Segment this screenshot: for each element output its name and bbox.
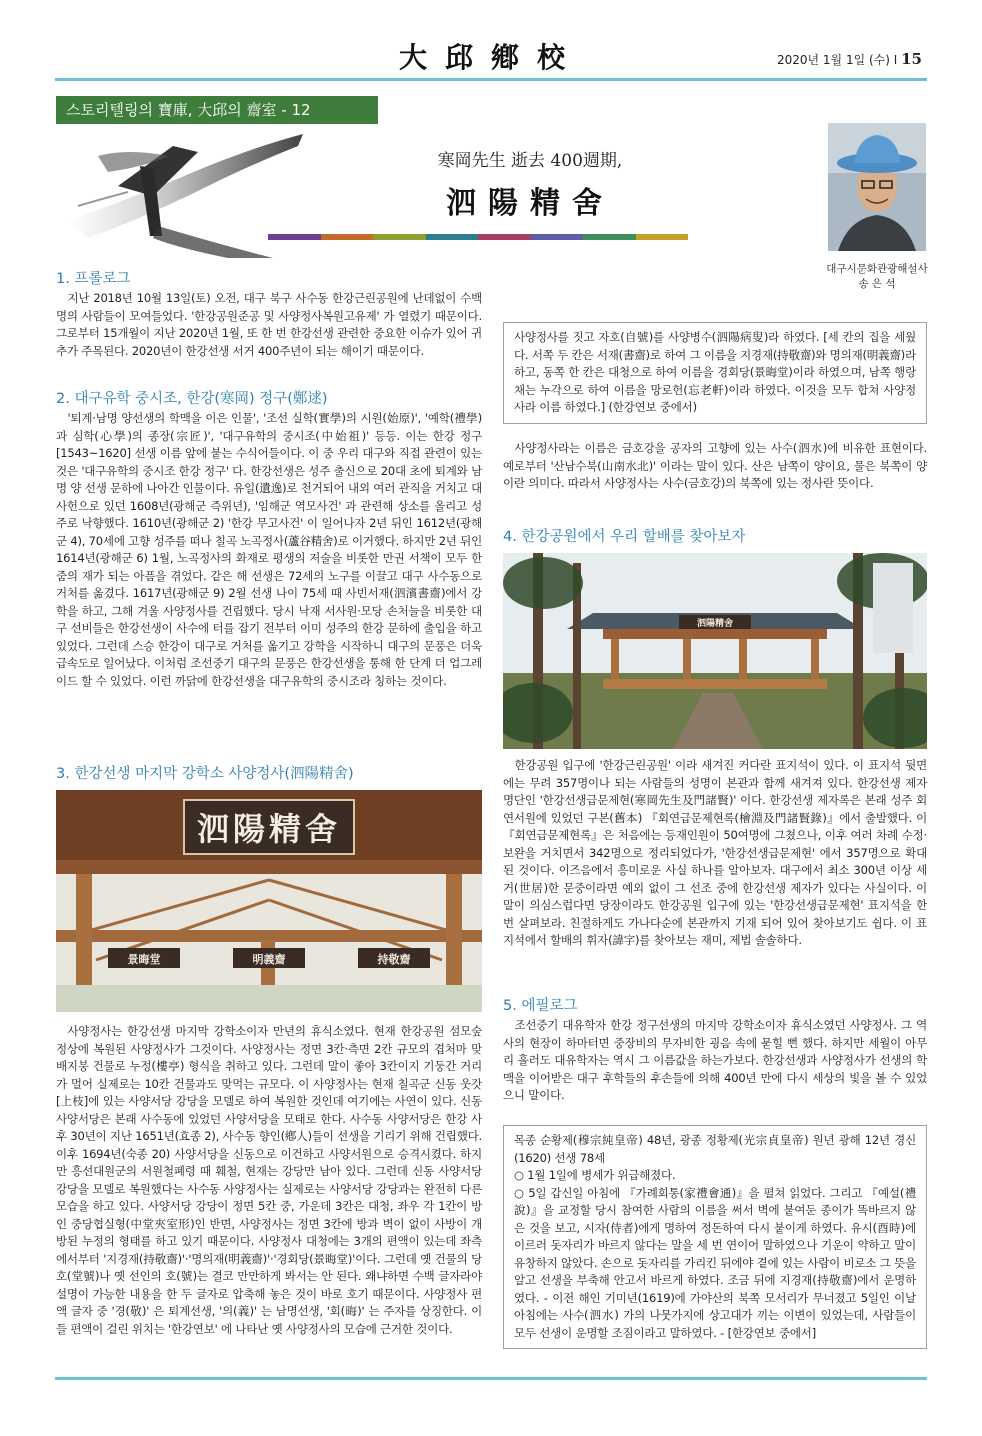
- date-text: 2020년 1월 1일 (수) I: [776, 53, 898, 67]
- exterior-sign-text: 泗陽精舍: [696, 619, 734, 629]
- yeonbo-quote-box: 사양정사를 짓고 자호(自號)를 사양병수(泗陽病叟)라 하였다. [세 칸의 집을 세웠다. 서쪽 두 칸은 서재(書齋)로 하여 그 이름을 지경재(持敬齋)와 명의재(明義齋)라 하고, 동쪽 한 칸은 대청으로 하여 이름을 경회당(景晦堂)이라 하였으며, 남쪽 행랑채는 누각으로 하여 이름을 망로헌(忘老軒)이라 하였다. 이것을 모두 합쳐 사양정사라 이름 하였다.] (한강연보 중에서): [503, 322, 927, 424]
- section-4-body: 한강공원 입구에 '한강근린공원' 이라 새겨진 커다란 표지석이 있다. 이 표지석 뒷면에는 무려 357명이나 되는 사람들의 성명이 본관과 함께 새겨져 있다. 한강선생 제자 명단인 '한강선생급문제현(寒岡先生及門諸賢)' 이다. 한강선생 제자록은 본래 성주 회연서원에 있었던 구본(舊本) 『회연급문제현록(檜淵及門諸賢錄)』에서 출발했다. 이 『회연급문제현록』은 처음에는 등재인원이 50여명에 그쳤으나, 이후 여러 차례 수정·보완을 거치면서 342명으로 정리되었다가, '한강선생급문제현' 에서 357명으로 확대된 것이다. 이즈음에서 흥미로운 사실 하나를 알아보자. 대구에서 최소 300년 이상 세거(世居)한 문중이라면 예외 없이 그 선조 중에 한강선생 제자가 있다는 사실이다. 이 말이 의심스럽다면 당장이라도 한강공원 입구에 있는 '한강선생급문제현' 표지석을 한번 살펴보라. 친절하게도 가나다순에 본관까지 기재 되어 있어 찾아보기도 쉽다. 이 표지석에서 할배의 휘자(諱字)를 찾아보는 재미, 제법 솔솔하다.: [503, 758, 927, 947]
- pavilion-interior-photo: [56, 790, 482, 1012]
- series-label: 스토리텔링의 寶庫, 大邱의 齋室 - 12: [56, 96, 378, 124]
- sign-main-text: 泗陽精舍: [196, 810, 342, 848]
- sign-right-text: 持敬齋: [377, 953, 411, 966]
- masthead: [0, 0, 982, 82]
- section-4-heading: 4. 한강공원에서 우리 할배를 찾아보자: [503, 529, 746, 545]
- quote-line-1: 목종 순황제(穆宗純皇帝) 48년, 광종 정황제(光宗貞皇帝) 원년 광해 12년 경신(1620) 선생 78세: [514, 1133, 916, 1165]
- headline-title: 泗陽精舍: [446, 186, 614, 221]
- section-2-body: '퇴계·남명 양선생의 학맥을 이은 인물', '조선 실학(實學)의 시원(始原)', '예학(禮學)과 심학(心學)의 종장(宗匠)', '대구유학의 중시조(中始祖)' 등등. 이는 한강 정구[1543~1620] 선생 이름 앞에 붙는 수식어들이다. 이 중 우리 대구와 직접 관련이 있는 것은 '대구유학의 중시조 한강 정구' 다. 한강선생은 성주 출신으로 20대 초에 퇴계와 남명 양 선생 문하에 나아간 인물이다. 유일(遺逸)로 천거되어 내외 여러 관직을 거치고 대사헌으로 있던 1608년(광해군 즉위년), '임해군 역모사건' 과 관련해 상소를 올리고 성주로 낙향했다. 1610년(광해군 2) '한강 무고사건' 이 일어나자 2년 뒤인 1612년(광해군 4), 70세에 고향 성주를 떠나 칠곡 노곡정사(蘆谷精舍)로 이거했다. 하지만 2년 뒤인 1614년(광해군 6) 1월, 노곡정사의 화재로 평생의 저술을 비롯한 만권 서책이 모두 한줌의 재가 되는 아픔을 겪었다. 같은 해 선생은 72세의 노구를 이끌고 대구 사수동으로 거처를 옮겼다. 1617년(광해군 9) 2월 선생 나이 75세 때 사빈서재(泗濱書齋)에서 강학을 하고, 그해 겨울 사양정사를 건립했다. 당시 낙재 서사원·모당 손처눌을 비롯한 대구 선비들은 한강선생이 사수에 터를 잡기 전부터 이미 성주의 한강 문하에 출입을 하고 있었다. 그런데 스승 한강이 대구로 거처를 옮기고 강학을 시작하니 대구의 문풍은 더욱 급속도로 일어났다. 이처럼 조선중기 대구의 문풍은 한강선생을 통해 한 단계 더 업그레이드 할 수 있었다. 이런 까닭에 한강선생을 대구유학의 중시조라 칭하는 것이다.: [56, 411, 482, 688]
- section-5-heading: 5. 에필로그: [503, 998, 578, 1014]
- section-3-heading: 3. 한강선생 마지막 강학소 사양정사(泗陽精舍): [56, 766, 354, 782]
- headline-subtitle: 寒岡先生 逝去 400週期,: [437, 151, 623, 171]
- section-1-body: 지난 2018년 10월 13일(토) 오전, 대구 북구 사수동 한강근린공원에 난데없이 수백 명의 사람들이 모여들었다. '한강공원준공 및 사양정사복원고유제' 가 열렸기 때문이다. 그로부터 15개월이 지난 2020년 1월, 또 한 번 한강선생 관련한 중요한 이슈가 있어 귀추가 주목된다. 2020년이 한강선생 서거 400주년이 되는 해이기 때문이다.: [56, 291, 482, 358]
- headline-colorbar: [268, 234, 688, 240]
- pavilion-interior-drawing: [56, 790, 482, 1012]
- section-1-heading: 1. 프롤로그: [56, 271, 131, 287]
- masthead-rule: [55, 78, 927, 81]
- bottom-rule: [55, 1377, 927, 1380]
- section-5-body: 조선중기 대유학자 한강 정구선생의 마지막 강학소이자 휴식소였던 사양정사. 그 역사의 현장이 하마터면 중장비의 무자비한 굉음 속에 묻힐 뻔 했다. 하지만 세월이 아무리 흘러도 대유학자는 역시 그 이름값을 하는가보다. 한강선생과 사양정사가 선생의 학맥을 이어받은 대구 후학들의 후손들에 의해 400년 만에 다시 세상의 빛을 볼 수 있었으니 말이다.: [503, 1018, 927, 1102]
- pavilion-exterior-photo: [503, 553, 927, 749]
- section-3-body-right: 사양정사라는 이름은 금호강을 공자의 고향에 있는 사수(泗水)에 비유한 표현이다. 예로부터 '산남수북(山南水北)' 이라는 말이 있다. 산은 남쪽이 양이요, 물은 북쪽이 양이란 의미다. 따라서 사양정사는 사수(금호강)의 북쪽에 있는 정사란 뜻이다.: [503, 441, 927, 490]
- author-name: 송 은 석: [858, 278, 896, 290]
- page-number: 15: [901, 50, 922, 68]
- author-caption: [815, 262, 939, 292]
- quote-line-2: ○ 1월 1일에 병세가 위급해졌다.: [514, 1168, 676, 1182]
- sign-center-text: 明義齋: [252, 953, 286, 966]
- sign-left-text: 景晦堂: [127, 953, 161, 966]
- section-3-body-left: 사양정사는 한강선생 마지막 강학소이자 만년의 휴식소였다. 현재 한강공원 섬모숲 정상에 복원된 사양정사가 그것이다. 사양정사는 정면 3칸·측면 2칸 규모의 겹처마 맞배지붕 건물로 누정(樓亭) 형식을 취하고 있다. 그런데 말이 좋아 3칸이지 기둥간 거리가 멀어 실제로는 10칸 건물과도 맞먹는 규모다. 이 사양정사는 현재 칠곡군 신동 웃갓[上枝]에 있는 사양서당 강당을 모델로 하여 복원한 것인데 여기에는 사연이 있다. 신동 사양서당은 본래 사수동에 있었던 사양서당을 모태로 한다. 사수동 사양서당은 한강 사후 30년이 지난 1651년(효종 2), 사수동 향인(鄕人)들이 선생을 기리기 위해 건립했다. 이후 1694년(숙종 20) 사양서당을 신동으로 이건하고 사양서원으로 승격시켰다. 하지만 흥선대원군의 서원철폐령 때 훼철, 현재는 강당만 남아 있다. 그런데 신동 사양서당 강당을 모델로 복원했다는 사수동 사양정사는 실제로는 사양서당 강당과는 완전히 다른 모습을 하고 있다. 사양서당 강당이 정면 5칸 중, 가운데 3칸은 대청, 좌우 각 1칸이 방인 중당협실형(中堂夾室形)인 반면, 사양정사는 정면 3칸에 방과 벽이 없이 사방이 개방된 누정의 형태를 하고 있기 때문이다. 사양정사 대청에는 3개의 편액이 있는데 좌측에서부터 '지경재(持敬齋)'·'명의재(明義齋)'·'경회당(景晦堂)'이다. 그런데 옛 건물의 당호(堂號)나 옛 선인의 호(號)는 결코 만만하게 봐서는 안 된다. 왜냐하면 수백 글자라야 설명이 가능한 내용을 한 두 글자로 압축해 놓은 것이 바로 호기 때문이다. 사양정사 편액 글자 중 '경(敬)' 은 퇴계선생, '의(義)' 는 남명선생, '회(晦)' 는 주자를 상징한다. 이들 편액이 걸린 위치는 '한강연보' 에 나타난 옛 사양정사의 모습에 근거한 것이다.: [56, 1024, 482, 1336]
- newspaper-title: 大邱鄕校: [398, 41, 583, 74]
- pavilion-exterior-drawing: [503, 553, 927, 749]
- author-portrait: [828, 123, 926, 251]
- issue-date: [777, 50, 922, 68]
- section-2-heading: 2. 대구유학 중시조, 한강(寒岡) 정구(鄭逑): [56, 391, 328, 407]
- quote-line-3: ○ 5일 갑신일 아침에 『가례회통(家禮會通)』을 펼쳐 읽었다. 그리고 『예설(禮說)』을 교정할 당시 참여한 사람의 이름을 써서 벽에 붙여둔 종이가 똑바르지 않은 것을 보고, 시자(侍者)에게 명하여 정돈하여 다시 붙이게 하였다. 유시(酉時)에 이르러 돗자리가 바르지 않다는 말을 세 번 연이어 말하였으나 기운이 약하고 말이 유창하지 않았다. 손으로 돗자리를 가리킨 뒤에야 곁에 있는 사람이 비로소 그 뜻을 알고 선생을 부축해 안고서 바르게 하였다. 조금 뒤에 지경재(持敬齋)에서 운명하였다. - 이전 해인 기미년(1619)에 가야산의 북쪽 모서리가 무너졌고 5일인 이날 아침에는 사수(泗水) 가의 나뭇가지에 상고대가 끼는 이변이 있었는데, 사람들이 모두 선생이 운명할 조짐이라고 말하였다. - [한강연보 중에서]: [514, 1185, 916, 1340]
- author-title: 대구시문화관광해설사: [826, 263, 928, 275]
- death-record-quote-box: [503, 1125, 927, 1349]
- author-photo: [828, 123, 926, 251]
